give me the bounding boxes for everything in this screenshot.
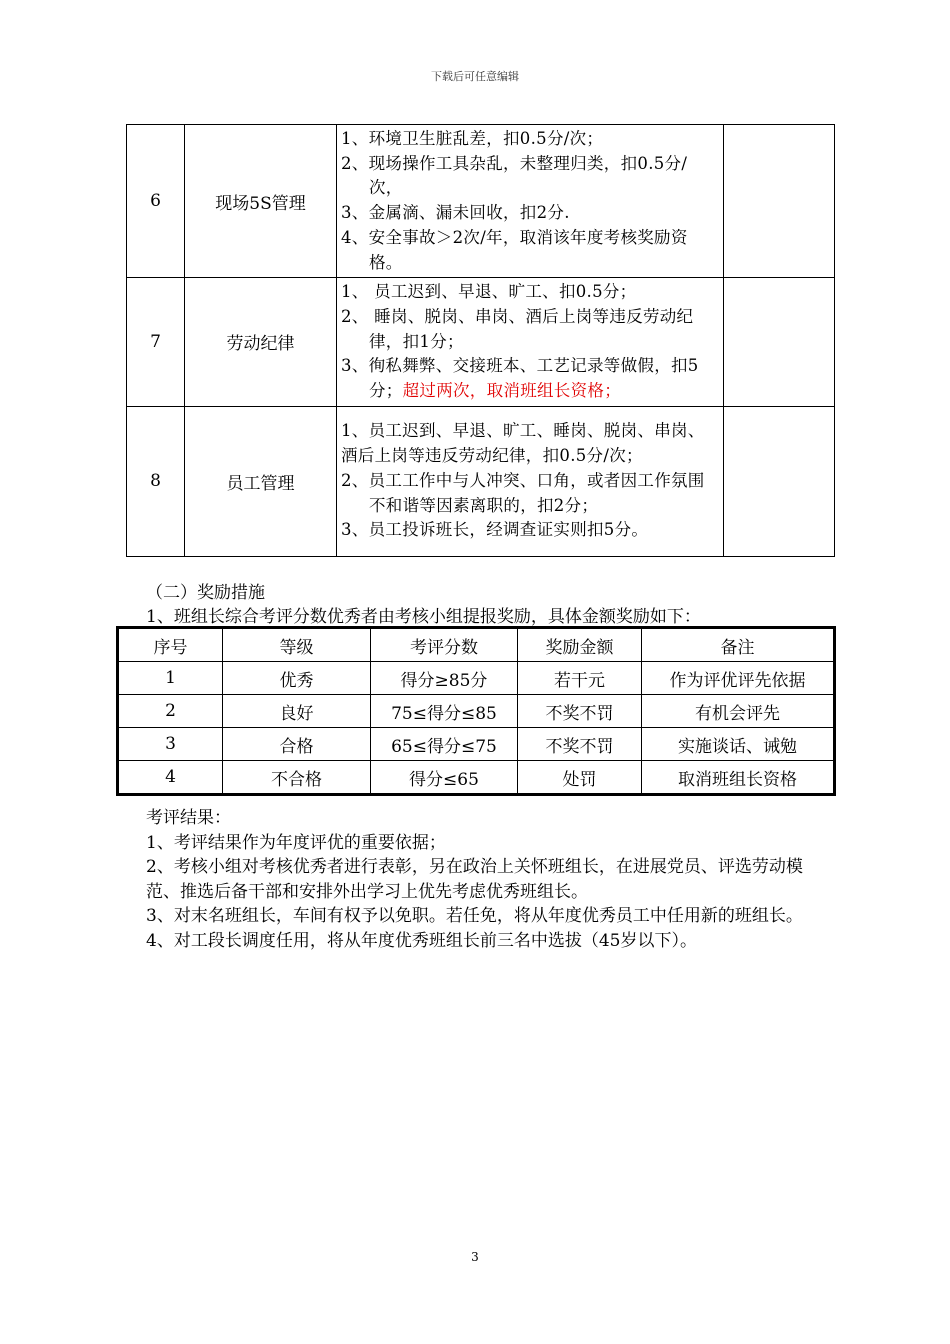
table-row (118, 761, 835, 795)
table-cell: 合格 (223, 728, 371, 761)
assessment-table (126, 124, 835, 557)
table-cell: 得分≥85分 (371, 662, 518, 695)
criteria-item: 1、环境卫生脏乱差，扣0.5分/次； (341, 129, 604, 148)
criteria-item: 2、现场操作工具杂乱，未整理归类，扣0.5分/次， (341, 153, 688, 198)
table-row (118, 662, 835, 695)
row-number: 7 (127, 278, 185, 407)
header-cell: 奖励金额 (518, 628, 642, 662)
table-cell: 处罚 (518, 761, 642, 795)
criteria-item: 3、员工投诉班长，经调查证实则扣5分。 (341, 520, 649, 540)
table-row (127, 278, 835, 407)
table-cell: 不奖不罚 (518, 728, 642, 761)
table-cell: 不合格 (223, 761, 371, 795)
table-row (118, 695, 835, 728)
table-cell: 实施谈话、诫勉 (642, 728, 835, 761)
header-cell: 序号 (118, 628, 223, 662)
results-item: 1、考评结果作为年度评优的重要依据； (146, 832, 446, 853)
warning-text: 超过两次，取消班组长资格； (402, 381, 622, 401)
table-cell: 优秀 (223, 662, 371, 695)
header-cell: 备注 (642, 628, 835, 662)
table-cell: 若干元 (518, 662, 642, 695)
row-number: 8 (127, 406, 185, 556)
table-row (127, 125, 835, 278)
table-cell: 不奖不罚 (518, 695, 642, 728)
row-number: 6 (127, 125, 185, 278)
row-remark (724, 278, 835, 407)
criteria-item: 4、安全事故＞2次/年，取消该年度考核奖励资格。 (341, 227, 688, 272)
header-cell: 考评分数 (371, 628, 518, 662)
page-header: 下载后可任意编辑 (431, 70, 519, 83)
row-criteria (337, 125, 724, 278)
results-title: 考评结果： (146, 808, 231, 828)
row-category: 现场5S管理 (185, 125, 337, 278)
results-section (146, 806, 836, 953)
row-criteria (337, 278, 724, 407)
criteria-item: 2、 睡岗、脱岗、串岗、酒后上岗等违反劳动纪律，扣1分； (341, 306, 694, 351)
table-cell: 有机会评先 (642, 695, 835, 728)
table-cell: 4 (118, 761, 223, 795)
table-row (127, 406, 835, 556)
section-intro: 1、班组长综合考评分数优秀者由考核小组提报奖励，具体金额奖励如下： (146, 607, 701, 627)
header-cell: 等级 (223, 628, 371, 662)
row-remark (724, 125, 835, 278)
row-criteria (337, 406, 724, 556)
table-cell: 3 (118, 728, 223, 761)
criteria-text: 3、徇私舞弊、交接班本、工艺记录等做假，扣5分； (341, 356, 699, 401)
table-header-row (118, 628, 835, 662)
page-number: 3 (471, 1250, 479, 1264)
results-item: 2、考核小组对考核优秀者进行表彰，另在政治上关怀班组长，在进展党员、评选劳动模范、推选后备干部和安排外出学习上优先考虑优秀班组长。 (146, 857, 803, 902)
criteria-item: 1、 员工迟到、早退、旷工、扣0.5分； (341, 282, 637, 302)
table-cell: 1 (118, 662, 223, 695)
reward-table (116, 626, 836, 796)
table-cell: 75≤得分≤85 (371, 695, 518, 728)
criteria-item: 3、金属滴、漏未回收，扣2分. (341, 203, 570, 223)
results-item: 3、对末名班组长，车间有权予以免职。若任免，将从年度优秀员工中任用新的班组长。 (146, 906, 803, 926)
results-item: 4、对工段长调度任用，将从年度优秀班组长前三名中选拔（45岁以下）。 (146, 930, 697, 951)
table-cell: 得分≤65 (371, 761, 518, 795)
row-category: 劳动纪律 (185, 278, 337, 407)
table-cell: 取消班组长资格 (642, 761, 835, 795)
table-cell: 2 (118, 695, 223, 728)
table-cell: 65≤得分≤75 (371, 728, 518, 761)
section-title: （二）奖励措施 (146, 583, 265, 603)
table-cell: 作为评优评先依据 (642, 662, 835, 695)
criteria-item: 1、员工迟到、早退、旷工、睡岗、脱岗、串岗、酒后上岗等违反劳动纪律，扣0.5分/次； (341, 421, 705, 466)
row-remark (724, 406, 835, 556)
table-row (118, 728, 835, 761)
criteria-item (341, 354, 719, 403)
criteria-item: 2、员工工作中与人冲突、口角，或者因工作氛围不和谐等因素离职的，扣2分； (341, 470, 705, 515)
table-cell: 良好 (223, 695, 371, 728)
row-category: 员工管理 (185, 406, 337, 556)
